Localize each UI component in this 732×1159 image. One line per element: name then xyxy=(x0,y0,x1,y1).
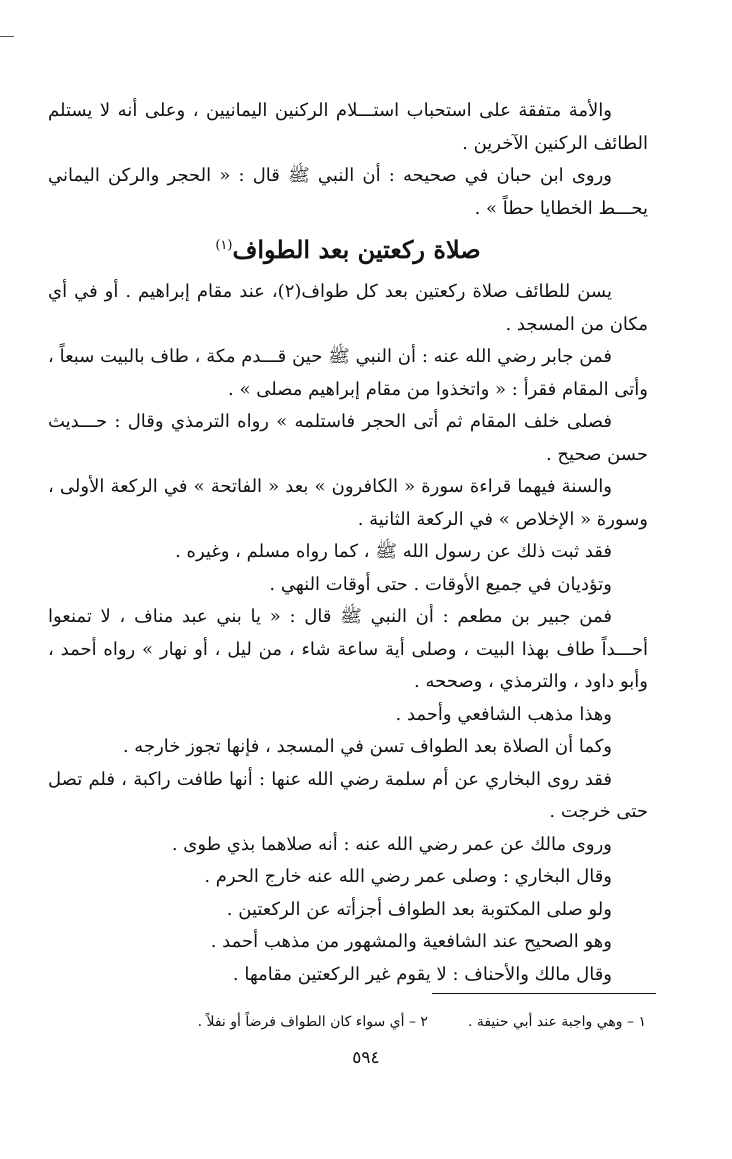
paragraph: والسنة فيهما قراءة سورة « الكافرون » بعد « الفاتحة » في الركعة الأولى ، وسورة « الإخلاص » في الركعة الثانية . xyxy=(48,476,648,530)
paragraph: وهو الصحيح عند الشافعية والمشهور من مذهب أحمد . xyxy=(210,931,612,952)
paragraph: وكما أن الصلاة بعد الطواف تسن في المسجد ، فإنها تجوز خارجه . xyxy=(122,736,612,757)
paragraph: والأمة متفقة على استحباب استـــلام الركنين اليمانيين ، وعلى أنه لا يستلم الطائف الركنين الآخرين . xyxy=(48,100,648,154)
top-section xyxy=(48,95,648,225)
body-section xyxy=(48,276,648,991)
footnote-2: ٢ – أي سواء كان الطواف فرضاً أو نفلاً . xyxy=(197,1014,428,1030)
paragraph: وروى ابن حبان في صحيحه : أن النبي ﷺ قال : « الحجر والركن اليماني يحـــط الخطايا حطاً » . xyxy=(48,165,648,219)
paragraph: فمن جابر رضي الله عنه : أن النبي ﷺ حين قـــدم مكة ، طاف بالبيت سبعاً ، وأتى المقام فقرأ : « واتخذوا من مقام إبراهيم مصلى » . xyxy=(48,346,648,400)
footnote-divider xyxy=(432,993,656,994)
paragraph: فمن جبير بن مطعم : أن النبي ﷺ قال : « يا بني عبد مناف ، لا تمنعوا أحـــداً طاف بهذا البيت ، وصلى أية ساعة شاء ، من ليل ، أو نهار » رواه أحمد ، وأبو داود ، والترمذي ، وصححه . xyxy=(48,606,648,692)
footnotes xyxy=(48,1010,646,1034)
paragraph: يسن للطائف صلاة ركعتين بعد كل طواف(٢)، عند مقام إبراهيم . أو في أي مكان من المسجد . xyxy=(48,281,648,335)
paragraph: وتؤديان في جميع الأوقات . حتى أوقات النهي . xyxy=(269,573,612,595)
footnote-1: ١ – وهي واجبة عند أبي حنيفة . xyxy=(467,1014,646,1030)
section-heading xyxy=(48,226,648,270)
paragraph: وقال البخاري : وصلى عمر رضي الله عنه خارج الحرم . xyxy=(204,866,612,887)
paragraph: وروى مالك عن عمر رضي الله عنه : أنه صلاهما بذي طوى . xyxy=(171,833,612,855)
paragraph: فقد ثبت ذلك عن رسول الله ﷺ ، كما رواه مسلم ، وغيره . xyxy=(175,541,612,562)
paragraph: ولو صلى المكتوبة بعد الطواف أجزأته عن الركعتين . xyxy=(226,898,612,920)
paragraph: فصلى خلف المقام ثم أتى الحجر فاستلمه » رواه الترمذي وقال : حـــديث حسن صحيح . xyxy=(48,411,648,465)
paragraph: فقد روى البخاري عن أم سلمة رضي الله عنها : أنها طافت راكبة ، فلم تصل حتى خرجت . xyxy=(48,768,648,822)
heading-title: صلاة ركعتين بعد الطواف xyxy=(232,235,481,264)
paragraph: وهذا مذهب الشافعي وأحمد . xyxy=(395,703,612,725)
heading-footnote-ref: (١) xyxy=(215,238,233,253)
page-number: ٥٩٤ xyxy=(352,1048,380,1068)
paragraph: وقال مالك والأحناف : لا يقوم غير الركعتين مقامها . xyxy=(232,963,612,985)
scan-edge-mark xyxy=(0,36,14,37)
